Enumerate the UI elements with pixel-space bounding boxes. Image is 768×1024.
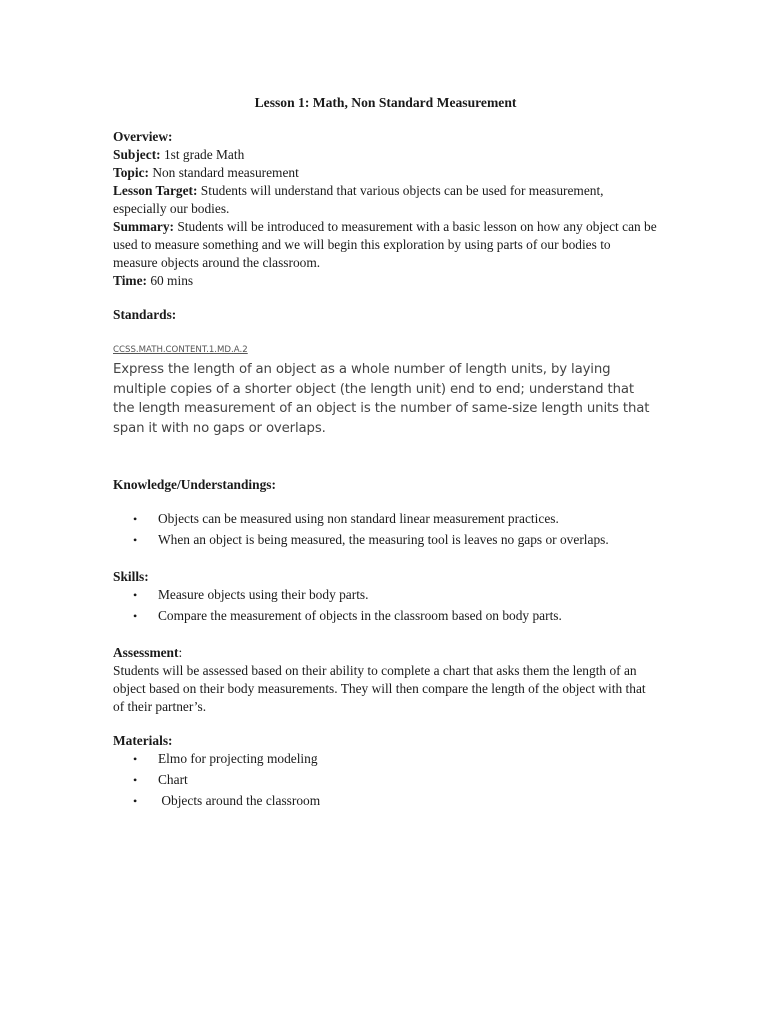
list-item <box>113 510 658 528</box>
spacer <box>113 438 658 476</box>
standard-code-link[interactable]: CCSS.MATH.CONTENT.1.MD.A.2 <box>113 345 248 355</box>
bullet-icon: • <box>133 533 138 547</box>
overview-heading: Overview: <box>113 129 173 144</box>
assessment-colon: : <box>178 645 183 660</box>
spacer <box>113 628 658 644</box>
list-item <box>113 586 658 604</box>
list-item-text: Objects around the classroom <box>158 793 321 808</box>
subject-value: 1st grade Math <box>160 147 245 162</box>
bullet-icon: • <box>133 609 138 623</box>
lesson-target-label: Lesson Target: <box>113 183 198 198</box>
bullet-icon: • <box>133 773 138 787</box>
time-label: Time: <box>113 273 147 288</box>
spacer <box>113 552 658 568</box>
spacer <box>113 494 658 510</box>
standards-heading: Standards: <box>113 307 177 322</box>
subject-line <box>113 146 658 164</box>
topic-value: Non standard measurement <box>148 165 299 180</box>
topic-label: Topic: <box>113 165 149 180</box>
skills-list <box>113 586 658 625</box>
materials-list <box>113 750 658 810</box>
lesson-title: Lesson 1: Math, Non Standard Measurement <box>254 95 517 110</box>
skills-heading: Skills: <box>113 569 149 584</box>
list-item-text: Objects can be measured using non standard linear measurement practices. <box>158 511 559 526</box>
spacer <box>113 716 658 732</box>
list-item-text: Compare the measurement of objects in the classroom based on body parts. <box>158 608 562 623</box>
list-item-text: Elmo for projecting modeling <box>158 751 318 766</box>
bullet-icon: • <box>133 794 138 808</box>
assessment-heading-line <box>113 644 658 662</box>
lesson-target-line <box>113 182 658 218</box>
summary-line <box>113 218 658 272</box>
knowledge-list <box>113 510 658 549</box>
assessment-heading: Assessment <box>113 645 179 660</box>
summary-label: Summary: <box>113 219 174 234</box>
document-content <box>113 94 658 813</box>
list-item <box>113 771 658 789</box>
list-item <box>113 607 658 625</box>
assessment-text: Students will be assessed based on their ability to complete a chart that asks them the length of an object based on their body measurements. They will then compare the length of the object with that of their partner’s. <box>113 663 646 714</box>
list-item-text: Chart <box>158 772 188 787</box>
bullet-icon: • <box>133 588 138 602</box>
materials-heading: Materials: <box>113 733 173 748</box>
list-item <box>113 750 658 768</box>
standard-description: Express the length of an object as a whole number of length units, by laying multiple copies of a shorter object (the length unit) end to end; understand that the length measurement of an object is the number of same-size length units that span it with no gaps or overlaps. <box>113 362 650 436</box>
time-line <box>113 272 658 290</box>
list-item <box>113 792 658 810</box>
subject-label: Subject: <box>113 147 161 162</box>
knowledge-heading: Knowledge/Understandings: <box>113 477 276 492</box>
list-item <box>113 531 658 549</box>
bullet-icon: • <box>133 752 138 766</box>
time-value: 60 mins <box>146 273 194 288</box>
list-item-text: Measure objects using their body parts. <box>158 587 369 602</box>
summary-value: Students will be introduced to measurement with a basic lesson on how any object can be used to measure something and we will begin this exploration by using parts of our bodies to measure objects around the classroom. <box>113 219 657 270</box>
bullet-icon: • <box>133 512 138 526</box>
list-item-text: When an object is being measured, the measuring tool is leaves no gaps or overlaps. <box>158 532 609 547</box>
topic-line <box>113 164 658 182</box>
spacer <box>113 290 658 306</box>
lesson-target-value: Students will understand that various objects can be used for measurement, especially our bodies. <box>113 183 604 216</box>
